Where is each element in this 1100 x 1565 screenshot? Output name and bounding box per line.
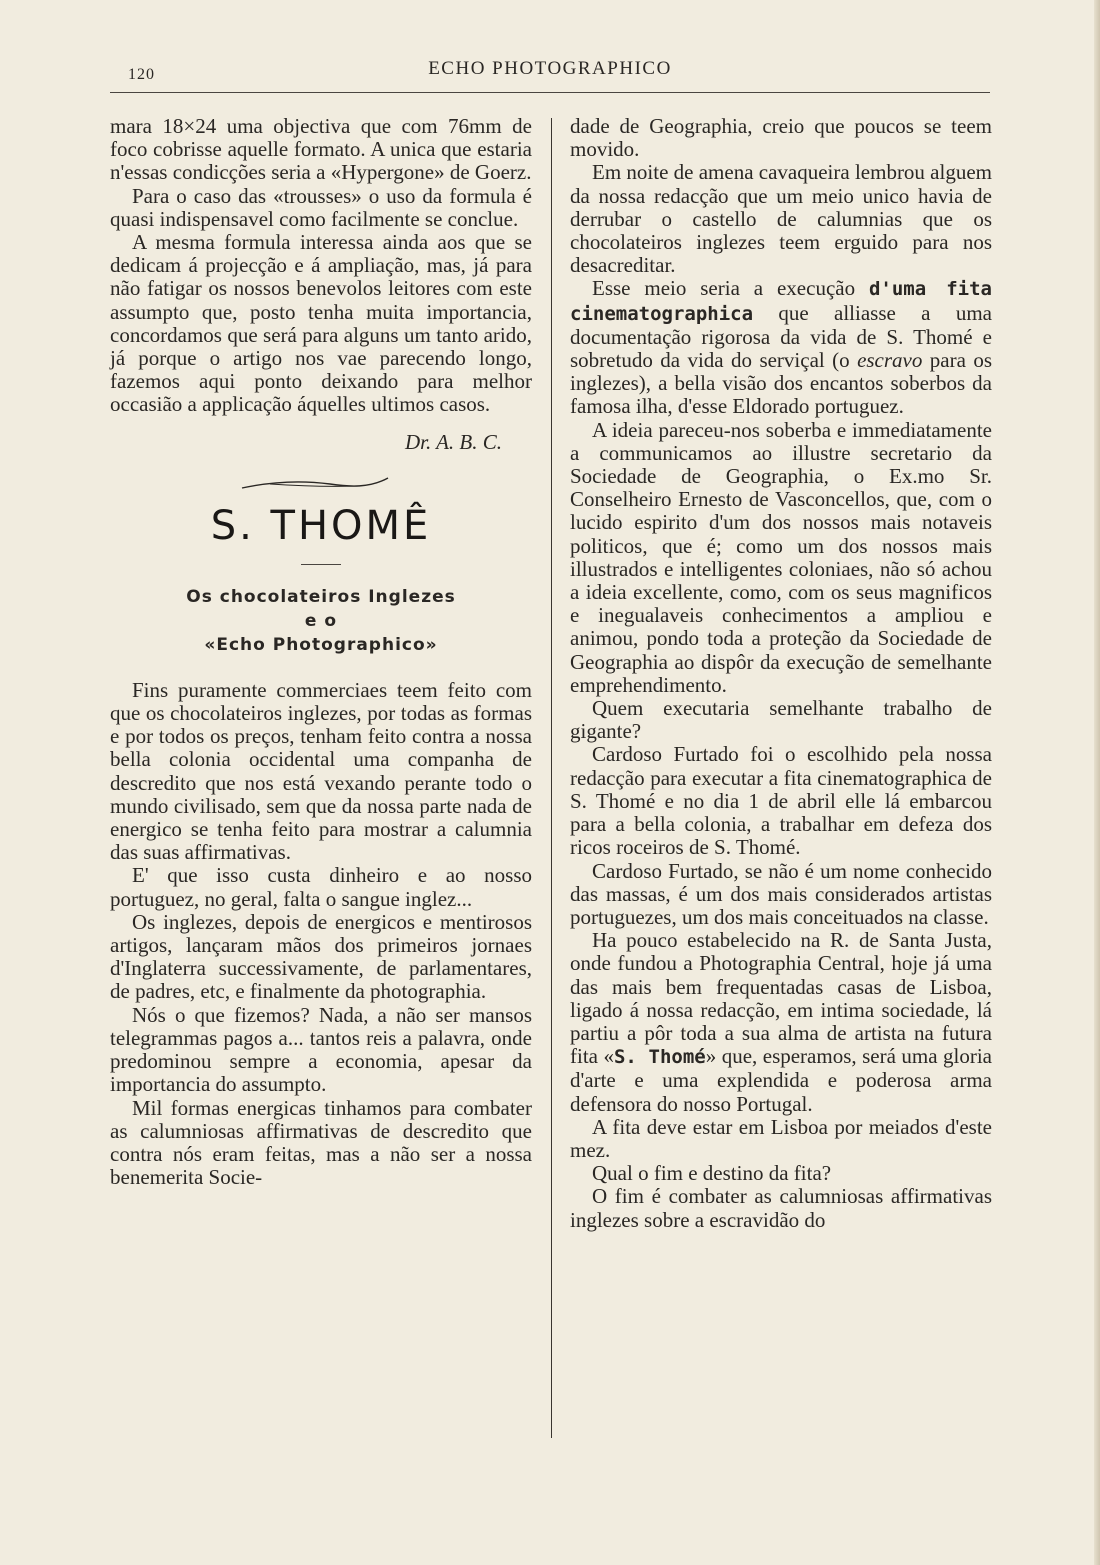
paragraph: Qual o fim e destino da fita?	[592, 1161, 832, 1186]
article-subtitle: Os chocolateiros Inglezes	[186, 586, 456, 607]
paragraph: Em noite de amena cavaqueira lembrou alguem da nossa redacção que um meio unico havia de derrubar o castello de calumnias que os chocolateiros inglezes teem erguido para nos desacreditar.	[570, 160, 992, 278]
paragraph: Quem executaria semelhante trabalho de gigante?	[570, 696, 992, 744]
paragraph: A ideia pareceu-nos soberba e immediatamente a communicamos ao illustre secretario da Sociedade de Geographia, o Ex.mo Sr. Conselheiro Ernesto de Vasconcellos, que, com o lucido espirito d'um dos nossos mais notaveis politicos, que é; como um dos nossos mais illustrados e intelligentes coloniaes, não só achou a ideia excellente, como, com os seus magnificos e inegualaveis conhecimentos a ampliou e animou, pondo toda a proteção da Sociedade de Geographia ao dispôr da execução de semelhante emprehendimento.	[570, 417, 992, 697]
emphasis-italic: escravo	[857, 348, 923, 373]
paragraph: Mil formas energicas tinhamos para combater as calumniosas affirmativas de descredito que contra nós eram feitas, mas a não ser a nossa benemerita Socie-	[110, 1095, 532, 1190]
title-rule	[301, 564, 341, 565]
paragraph: Os inglezes, depois de energicos e mentirosos artigos, lançaram mãos dos primeiros jornaes d'Inglaterra successivamente, de parlamentares, de padres, etc, e finalmente da photographia.	[110, 909, 532, 1004]
article-subtitle-publication: «Echo Photographico»	[204, 634, 438, 655]
paragraph: Cardoso Furtado, se não é um nome conhecido das massas, é um dos mais considerados artistas portuguezes, um dos mais conceituados na classe.	[570, 858, 992, 929]
paragraph: A fita deve estar em Lisboa por meiados d'este mez.	[570, 1114, 992, 1162]
article-subtitle-conjunction: e o	[304, 610, 338, 631]
paragraph: dade de Geographia, creio que poucos se teem movido.	[570, 114, 992, 162]
paragraph: E' que isso custa dinheiro e ao nosso portuguez, no geral, falta o sangue inglez...	[110, 863, 532, 911]
author-signature: Dr. A. B. C.	[404, 429, 502, 454]
text-run: Ha pouco estabelecido na R. de Santa Justa, onde fundou a Photographia Central, hoje já uma das mais bem frequentadas casas de Lisboa, ligado á nossa redacção, em intima sociedade, lá partiu a pôr toda a sua alma de artista na futura fita «	[570, 928, 992, 1069]
paragraph: O fim é combater as calumniosas affirmativas inglezes sobre a escravidão do	[570, 1184, 992, 1232]
paragraph: Para o caso das «trousses» o uso da formula é quasi indispensavel como facilmente se conclue.	[110, 183, 532, 231]
emphasis-bold: d'uma fita cinematographica	[570, 278, 992, 325]
article-title: S. THOMÊ	[210, 502, 432, 549]
column-divider	[551, 118, 552, 1438]
text-run: para os inglezes), a bella visão dos encantos soberbos da famosa ilha, d'esse Eldorado portuguez.	[570, 348, 993, 419]
paragraph: Nós o que fizemos? Nada, a não ser mansos telegrammas pagos a... tantos reis a palavra, onde predominou sempre a economia, apesar da importancia do assumpto.	[110, 1002, 532, 1097]
paragraph: mara 18×24 uma objectiva que com 76mm de foco cobrisse aquelle formato. A unica que estaria n'essas condicções seria a «Hypergone» de Goerz.	[110, 114, 532, 185]
header-rule	[110, 92, 990, 93]
emphasis-bold: S. Thomé	[613, 1046, 706, 1069]
page-edge-shadow	[1094, 0, 1100, 1565]
paragraph: Cardoso Furtado foi o escolhido pela nossa redacção para executar a fita cinematographica de S. Thomé e no dia 1 de abril elle lá embarcou para a bella colonia, a trabalhar em defeza dos ricos roceiros de S. Thomé.	[570, 742, 992, 860]
paragraph	[570, 929, 992, 1116]
text-run: que alliasse a uma documentação rigorosa da vida de S. Thomé e sobretudo da vida do serviçal (o	[570, 300, 992, 373]
text-run: Esse meio seria a execução	[592, 276, 869, 301]
flourish-ornament	[240, 476, 390, 494]
page-number: 120	[128, 66, 155, 83]
right-column	[570, 115, 992, 1232]
left-column	[110, 115, 532, 1189]
paragraph	[570, 277, 992, 418]
running-title: ECHO PHOTOGRAPHICO	[428, 58, 672, 79]
text-run: » que, esperamos, será uma gloria d'arte e uma explendida e poderosa arma defensora do nosso Portugal.	[570, 1044, 993, 1116]
paragraph: A mesma formula interessa ainda aos que se dedicam á projecção e á ampliação, mas, já para não fatigar os nossos benevolos leitores com este assumpto que, posto tenha muita importancia, concordamos que será para alguns um tanto arido, já porque o artigo nos vae parecendo longo, fazemos aqui ponto deixando para melhor occasião a applicação áquelles ultimos casos.	[110, 230, 532, 417]
paragraph: Fins puramente commerciaes teem feito com que os chocolateiros inglezes, por todas as formas e por todos os preços, tenham feito contra a nossa bella colonia occidental uma companha de descredito que nos está vexando perante todo o mundo civilisado, sem que da nossa parte nada de energico se tenha feito para mostrar a calumnia das suas affirmativas.	[110, 677, 532, 865]
